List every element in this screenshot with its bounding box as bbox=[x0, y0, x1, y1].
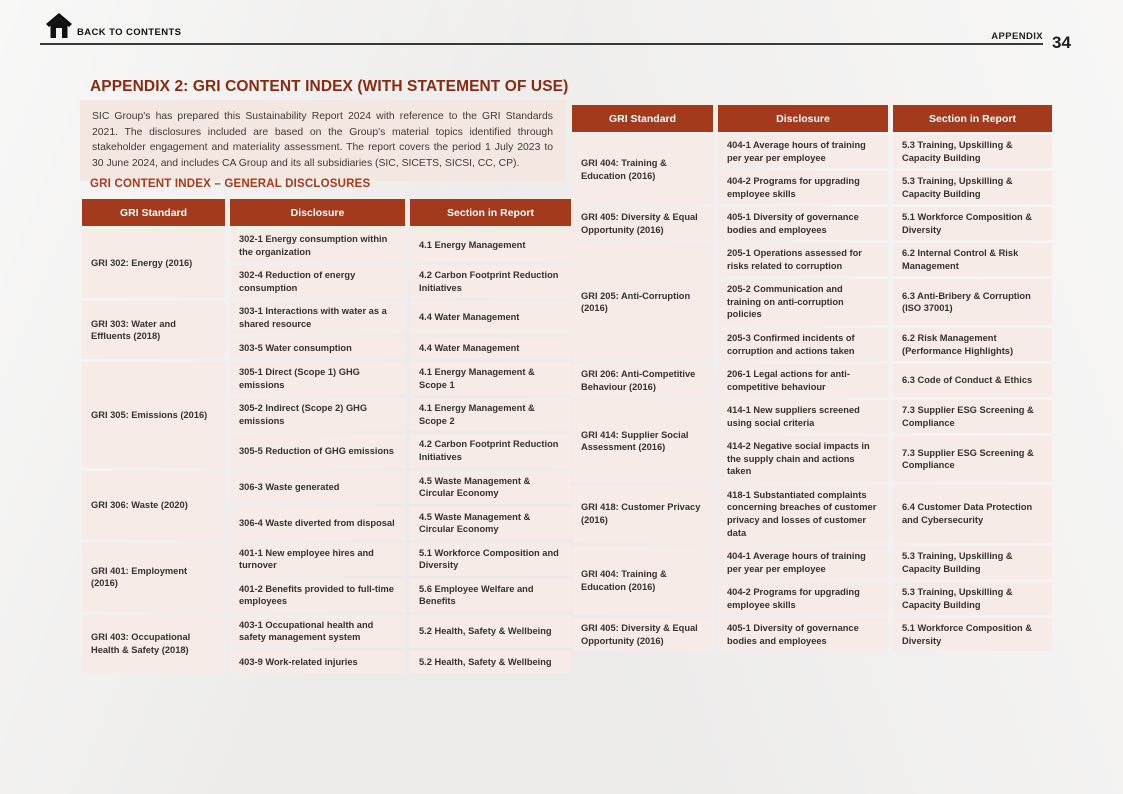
table-row bbox=[572, 207, 1052, 240]
disclosure-cell: 205-1 Operations assessed for risks related to corruption bbox=[718, 243, 888, 276]
disclosure-cell: 206-1 Legal actions for anti-competitive behaviour bbox=[718, 364, 888, 397]
table-header-row bbox=[82, 199, 571, 226]
gri-standard-cell: GRI 404: Training & Education (2016) bbox=[572, 546, 713, 615]
section-cell: 6.2 Risk Management (Performance Highlights) bbox=[893, 328, 1052, 361]
statement-of-use-box: SIC Group's has prepared this Sustainability Report 2024 with reference to the GRI Standards 2021. The disclosures included are based on the Group's material topics identified through stakeholder engagement and materiality assessment. The report covers the period 1 July 2023 to 30 June 2024, and includes CA Group and its all subsidiaries (SIC, SICETS, SICSI, CC, CP). bbox=[80, 100, 565, 181]
disclosure-cell: 404-1 Average hours of training per year per employee bbox=[718, 546, 888, 579]
column-header: Disclosure bbox=[230, 199, 405, 226]
gri-standard-cell: GRI 405: Diversity & Equal Opportunity (2016) bbox=[572, 207, 713, 240]
gri-standard-cell: GRI 403: Occupational Health & Safety (2018) bbox=[82, 615, 225, 673]
gri-standard-cell: GRI 405: Diversity & Equal Opportunity (2016) bbox=[572, 618, 713, 651]
section-cell: 5.3 Training, Upskilling & Capacity Building bbox=[893, 546, 1052, 579]
disclosure-cell: 404-2 Programs for upgrading employee skills bbox=[718, 171, 888, 204]
table-row bbox=[572, 364, 1052, 397]
disclosure-cell: 303-5 Water consumption bbox=[230, 337, 405, 359]
back-to-contents-label[interactable]: BACK TO CONTENTS bbox=[77, 27, 182, 38]
section-cell: 4.1 Energy Management bbox=[410, 229, 571, 262]
disclosure-cell: 306-4 Waste diverted from disposal bbox=[230, 507, 405, 540]
section-cell: 4.2 Carbon Footprint Reduction Initiatives bbox=[410, 434, 571, 467]
disclosure-cell: 401-2 Benefits provided to full-time employees bbox=[230, 579, 405, 612]
column-header: GRI Standard bbox=[572, 105, 713, 132]
section-cell: 6.4 Customer Data Protection and Cybersecurity bbox=[893, 485, 1052, 543]
section-cell: 4.4 Water Management bbox=[410, 337, 571, 359]
disclosure-cell: 205-3 Confirmed incidents of corruption and actions taken bbox=[718, 328, 888, 361]
disclosure-cell: 414-1 New suppliers screened using social criteria bbox=[718, 400, 888, 433]
table-row bbox=[572, 485, 1052, 543]
section-cell: 4.5 Waste Management & Circular Economy bbox=[410, 471, 571, 504]
table-row bbox=[572, 243, 1052, 276]
table-header-row bbox=[572, 105, 1052, 132]
column-header: Section in Report bbox=[410, 199, 571, 226]
page-number: 34 bbox=[1052, 33, 1071, 52]
disclosure-cell: 403-1 Occupational health and safety management system bbox=[230, 615, 405, 648]
disclosure-cell: 405-1 Diversity of governance bodies and employees bbox=[718, 618, 888, 651]
section-cell: 5.1 Workforce Composition & Diversity bbox=[893, 618, 1052, 651]
section-cell: 4.5 Waste Management & Circular Economy bbox=[410, 507, 571, 540]
section-cell: 5.3 Training, Upskilling & Capacity Building bbox=[893, 135, 1052, 168]
gri-standard-cell: GRI 206: Anti-Competitive Behaviour (2016) bbox=[572, 364, 713, 397]
disclosure-cell: 306-3 Waste generated bbox=[230, 471, 405, 504]
gri-standard-cell: GRI 401: Employment (2016) bbox=[82, 543, 225, 612]
disclosure-cell: 414-2 Negative social impacts in the supply chain and actions taken bbox=[718, 436, 888, 482]
disclosure-cell: 302-4 Reduction of energy consumption bbox=[230, 265, 405, 298]
disclosure-cell: 205-2 Communication and training on anti-corruption policies bbox=[718, 279, 888, 325]
disclosure-cell: 404-2 Programs for upgrading employee skills bbox=[718, 582, 888, 615]
section-cell: 5.1 Workforce Composition and Diversity bbox=[410, 543, 571, 576]
section-cell: 6.3 Anti-Bribery & Corruption (ISO 37001) bbox=[893, 279, 1052, 325]
disclosure-cell: 305-1 Direct (Scope 1) GHG emissions bbox=[230, 362, 405, 395]
table-row bbox=[82, 615, 571, 648]
section-cell: 6.2 Internal Control & Risk Management bbox=[893, 243, 1052, 276]
section-cell: 5.3 Training, Upskilling & Capacity Building bbox=[893, 582, 1052, 615]
section-cell: 4.1 Energy Management & Scope 2 bbox=[410, 398, 571, 431]
column-header: GRI Standard bbox=[82, 199, 225, 226]
table-row bbox=[572, 618, 1052, 651]
gri-standard-cell: GRI 302: Energy (2016) bbox=[82, 229, 225, 298]
table-row bbox=[572, 546, 1052, 579]
table-row bbox=[82, 362, 571, 395]
table-row bbox=[82, 471, 571, 504]
gri-standard-cell: GRI 305: Emissions (2016) bbox=[82, 362, 225, 467]
column-header: Disclosure bbox=[718, 105, 888, 132]
disclosure-cell: 403-9 Work-related injuries bbox=[230, 651, 405, 673]
section-cell: 4.2 Carbon Footprint Reduction Initiatives bbox=[410, 265, 571, 298]
section-cell: 6.3 Code of Conduct & Ethics bbox=[893, 364, 1052, 397]
gri-standard-cell: GRI 306: Waste (2020) bbox=[82, 471, 225, 540]
disclosure-cell: 302-1 Energy consumption within the organization bbox=[230, 229, 405, 262]
gri-table-right bbox=[567, 102, 1057, 654]
page-title: APPENDIX 2: GRI CONTENT INDEX (WITH STATEMENT OF USE) bbox=[90, 78, 569, 95]
header-rule bbox=[40, 43, 1043, 45]
table-row bbox=[82, 229, 571, 262]
gri-standard-cell: GRI 418: Customer Privacy (2016) bbox=[572, 485, 713, 543]
table-row bbox=[572, 135, 1052, 168]
table-row bbox=[572, 400, 1052, 433]
home-icon[interactable] bbox=[45, 12, 73, 40]
section-cell: 4.4 Water Management bbox=[410, 301, 571, 334]
section-cell: 5.1 Workforce Composition & Diversity bbox=[893, 207, 1052, 240]
section-cell: 5.3 Training, Upskilling & Capacity Building bbox=[893, 171, 1052, 204]
back-to-contents-link[interactable] bbox=[45, 12, 181, 40]
disclosure-cell: 405-1 Diversity of governance bodies and employees bbox=[718, 207, 888, 240]
gri-standard-cell: GRI 414: Supplier Social Assessment (2016) bbox=[572, 400, 713, 482]
appendix-label: APPENDIX bbox=[991, 31, 1043, 42]
gri-table-left bbox=[77, 196, 576, 676]
section-cell: 7.3 Supplier ESG Screening & Compliance bbox=[893, 400, 1052, 433]
section-title: GRI CONTENT INDEX – GENERAL DISCLOSURES bbox=[90, 178, 371, 190]
gri-standard-cell: GRI 303: Water and Effluents (2018) bbox=[82, 301, 225, 359]
disclosure-cell: 305-2 Indirect (Scope 2) GHG emissions bbox=[230, 398, 405, 431]
disclosure-cell: 404-1 Average hours of training per year per employee bbox=[718, 135, 888, 168]
top-bar bbox=[0, 0, 1123, 60]
disclosure-cell: 305-5 Reduction of GHG emissions bbox=[230, 434, 405, 467]
gri-standard-cell: GRI 205: Anti-Corruption (2016) bbox=[572, 243, 713, 361]
table-row bbox=[82, 543, 571, 576]
column-header: Section in Report bbox=[893, 105, 1052, 132]
section-cell: 5.2 Health, Safety & Wellbeing bbox=[410, 615, 571, 648]
section-cell: 4.1 Energy Management & Scope 1 bbox=[410, 362, 571, 395]
gri-standard-cell: GRI 404: Training & Education (2016) bbox=[572, 135, 713, 204]
section-cell: 7.3 Supplier ESG Screening & Compliance bbox=[893, 436, 1052, 482]
table-row bbox=[82, 301, 571, 334]
disclosure-cell: 401-1 New employee hires and turnover bbox=[230, 543, 405, 576]
disclosure-cell: 303-1 Interactions with water as a shared resource bbox=[230, 301, 405, 334]
section-cell: 5.6 Employee Welfare and Benefits bbox=[410, 579, 571, 612]
section-cell: 5.2 Health, Safety & Wellbeing bbox=[410, 651, 571, 673]
disclosure-cell: 418-1 Substantiated complaints concerning breaches of customer privacy and losses of customer data bbox=[718, 485, 888, 543]
